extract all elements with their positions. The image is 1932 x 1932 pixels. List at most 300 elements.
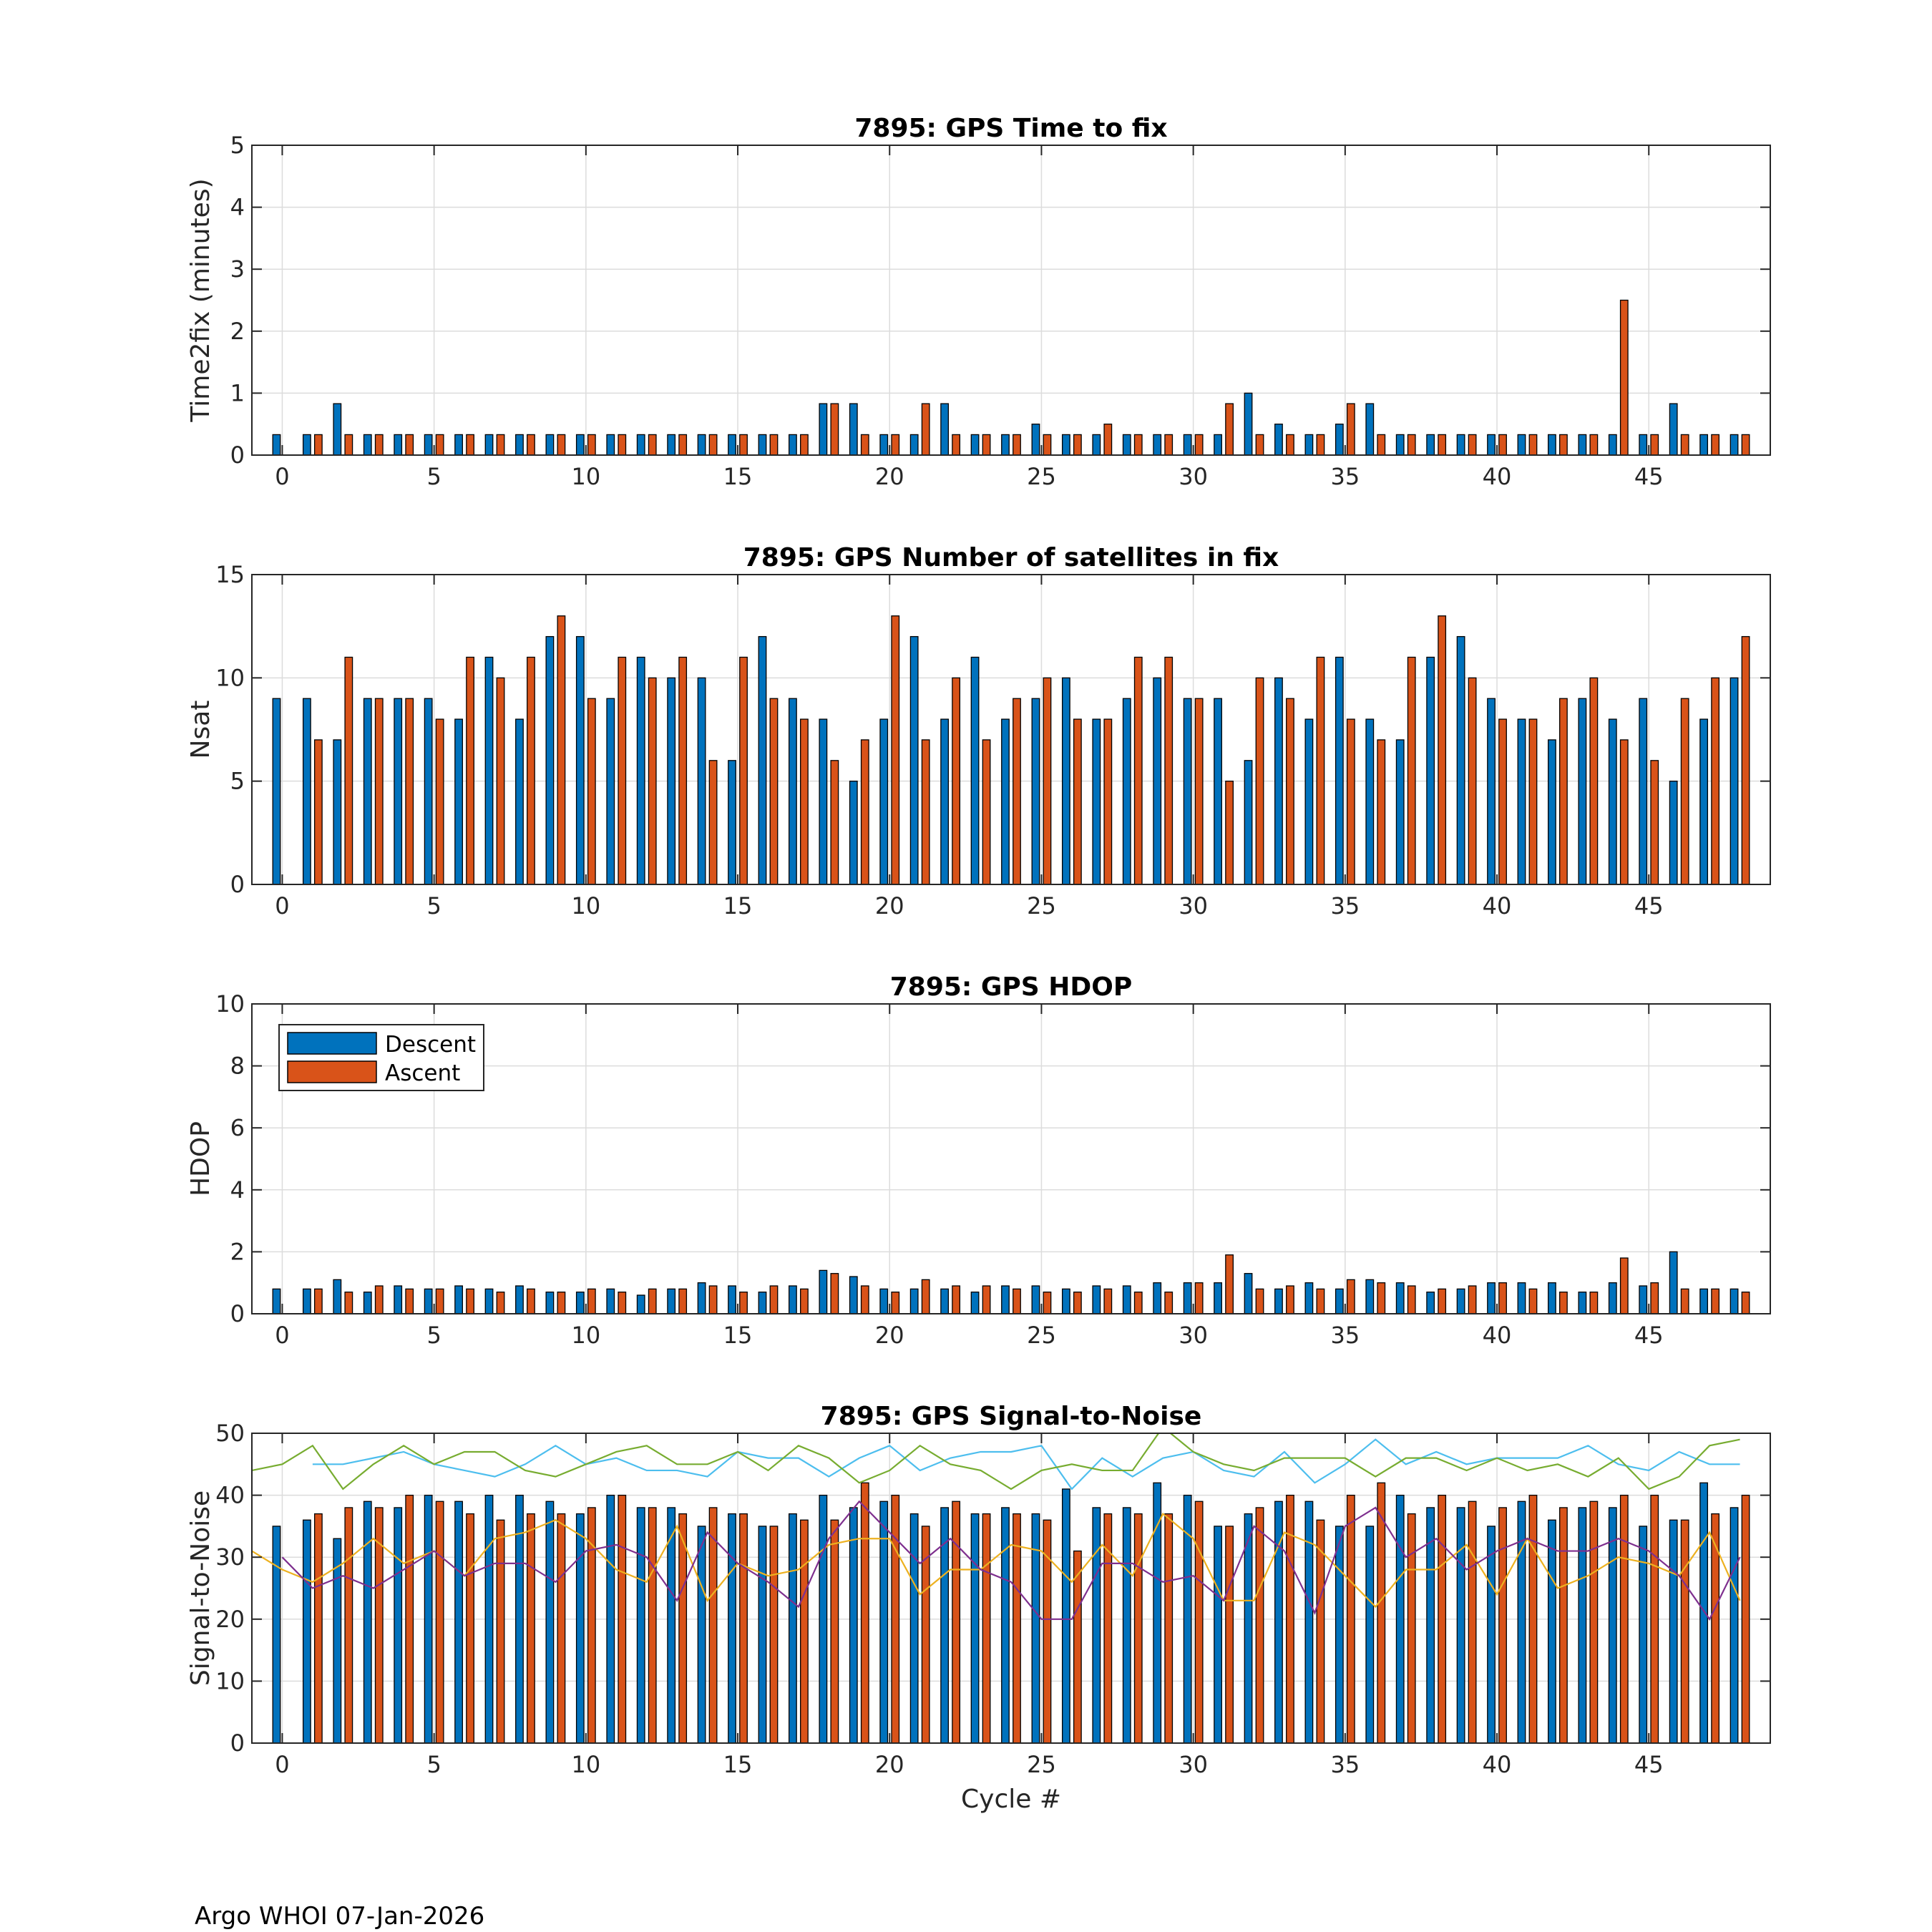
bar-ascent-46	[1681, 698, 1689, 884]
bar-descent-30	[1184, 1283, 1191, 1314]
bar-ascent-12	[648, 434, 656, 455]
bar-ascent-43	[1590, 1292, 1598, 1314]
bar-ascent-3	[376, 1286, 384, 1314]
x-tick-label: 30	[1179, 1751, 1208, 1778]
bar-ascent-19	[862, 740, 869, 884]
bar-descent-47	[1700, 434, 1708, 455]
bar-ascent-25	[1043, 1292, 1051, 1314]
x-tick-label: 40	[1482, 1322, 1512, 1349]
bar-ascent-48	[1742, 1496, 1750, 1743]
bar-descent-28	[1123, 434, 1131, 455]
bar-ascent-7	[497, 1292, 504, 1314]
bar-ascent-41	[1529, 1496, 1537, 1743]
bar-descent-5	[424, 1289, 432, 1314]
bar-ascent-19	[862, 1483, 869, 1743]
bar-ascent-11	[618, 434, 626, 455]
bar-descent-23	[971, 657, 979, 884]
bar-ascent-16	[770, 434, 778, 455]
bar-ascent-38	[1438, 616, 1446, 884]
bar-descent-9	[546, 434, 554, 455]
bar-ascent-32	[1256, 1508, 1264, 1743]
bar-descent-44	[1609, 434, 1617, 455]
bar-descent-38	[1427, 434, 1435, 455]
bar-ascent-8	[527, 657, 535, 884]
bar-descent-6	[455, 1501, 463, 1743]
bar-descent-15	[728, 434, 736, 455]
bar-descent-22	[941, 404, 949, 455]
bar-ascent-47	[1712, 1514, 1719, 1743]
x-tick-label: 35	[1330, 463, 1360, 490]
panel-3	[186, 972, 1770, 1349]
bar-descent-42	[1548, 434, 1556, 455]
bar-descent-18	[819, 1496, 827, 1743]
bar-descent-16	[758, 1292, 766, 1314]
bar-ascent-36	[1377, 434, 1385, 455]
bar-ascent-45	[1651, 761, 1659, 884]
bar-descent-37	[1396, 740, 1404, 884]
x-tick-label: 45	[1634, 463, 1664, 490]
bar-ascent-11	[618, 1496, 626, 1743]
bar-descent-19	[850, 404, 858, 455]
bar-ascent-29	[1165, 1514, 1173, 1743]
panel-4	[186, 1402, 1770, 1814]
bar-descent-46	[1669, 1252, 1677, 1314]
x-tick-label: 25	[1027, 1751, 1056, 1778]
bar-descent-23	[971, 434, 979, 455]
y-axis-label: Signal-to-Noise	[186, 1490, 215, 1687]
bar-descent-13	[668, 678, 675, 884]
bar-descent-21	[910, 637, 918, 884]
bar-ascent-44	[1621, 1258, 1629, 1314]
bar-descent-3	[364, 434, 372, 455]
legend	[279, 1025, 484, 1091]
bar-descent-23	[971, 1514, 979, 1743]
bar-ascent-41	[1529, 719, 1537, 884]
bar-descent-33	[1275, 1289, 1283, 1314]
bar-ascent-30	[1195, 1501, 1203, 1743]
y-axis-label: Time2fix (minutes)	[186, 178, 215, 422]
y-tick-label: 40	[215, 1481, 245, 1509]
bar-ascent-32	[1256, 434, 1264, 455]
bar-descent-10	[577, 637, 585, 884]
bar-ascent-20	[892, 434, 899, 455]
x-tick-label: 25	[1027, 463, 1056, 490]
y-tick-label: 3	[230, 255, 245, 283]
bar-descent-37	[1396, 434, 1404, 455]
bar-descent-30	[1184, 698, 1191, 884]
x-tick-label: 20	[874, 1751, 904, 1778]
bar-ascent-16	[770, 698, 778, 884]
bar-descent-8	[516, 719, 524, 884]
bar-descent-48	[1730, 1508, 1738, 1743]
x-tick-label: 45	[1634, 1322, 1664, 1349]
bar-descent-44	[1609, 1283, 1617, 1314]
bar-descent-21	[910, 1289, 918, 1314]
bar-ascent-36	[1377, 740, 1385, 884]
bar-descent-40	[1488, 698, 1496, 884]
bar-descent-5	[424, 698, 432, 884]
axes-box	[252, 1433, 1770, 1743]
bar-descent-0	[273, 1526, 280, 1743]
bar-descent-24	[1002, 1508, 1010, 1743]
x-tick-label: 5	[426, 1751, 441, 1778]
bar-ascent-33	[1287, 434, 1294, 455]
bar-ascent-17	[801, 719, 809, 884]
bar-ascent-47	[1712, 434, 1719, 455]
x-tick-label: 30	[1179, 1322, 1208, 1349]
bar-descent-14	[698, 1526, 706, 1743]
bar-ascent-39	[1468, 434, 1476, 455]
bar-descent-32	[1244, 393, 1252, 455]
bar-descent-9	[546, 637, 554, 884]
bar-ascent-44	[1621, 740, 1629, 884]
bar-ascent-6	[467, 1289, 474, 1314]
bar-ascent-2	[345, 1292, 353, 1314]
bar-descent-36	[1366, 719, 1374, 884]
bar-descent-31	[1214, 434, 1222, 455]
bar-ascent-25	[1043, 678, 1051, 884]
bar-ascent-31	[1226, 781, 1234, 884]
bar-descent-35	[1336, 424, 1344, 455]
x-tick-label: 0	[275, 1751, 290, 1778]
y-tick-label: 2	[230, 1238, 245, 1266]
bar-descent-22	[941, 719, 949, 884]
bar-ascent-32	[1256, 678, 1264, 884]
x-tick-label: 15	[723, 1751, 753, 1778]
bar-descent-25	[1032, 424, 1040, 455]
x-tick-label: 10	[571, 1322, 601, 1349]
bar-descent-39	[1457, 434, 1465, 455]
y-tick-label: 20	[215, 1605, 245, 1633]
bar-descent-7	[485, 434, 493, 455]
bar-descent-4	[394, 1286, 402, 1314]
bar-ascent-29	[1165, 434, 1173, 455]
x-tick-label: 20	[874, 463, 904, 490]
bar-descent-26	[1063, 678, 1070, 884]
bar-ascent-4	[406, 434, 414, 455]
bar-ascent-30	[1195, 1283, 1203, 1314]
bar-ascent-22	[952, 434, 960, 455]
bar-ascent-41	[1529, 1289, 1537, 1314]
bar-ascent-35	[1347, 1279, 1355, 1314]
bar-ascent-13	[679, 434, 687, 455]
legend-swatch-ascent	[288, 1061, 376, 1083]
panel-1	[186, 114, 1770, 490]
bar-ascent-16	[770, 1286, 778, 1314]
bar-descent-18	[819, 404, 827, 455]
bar-descent-11	[607, 698, 615, 884]
bar-ascent-48	[1742, 434, 1750, 455]
bar-ascent-23	[982, 1286, 990, 1314]
bar-descent-25	[1032, 1286, 1040, 1314]
bar-ascent-35	[1347, 719, 1355, 884]
bar-ascent-22	[952, 1286, 960, 1314]
bar-descent-3	[364, 1501, 372, 1743]
bar-ascent-18	[831, 761, 839, 884]
bar-ascent-4	[406, 698, 414, 884]
snr-line-1	[313, 1440, 1740, 1489]
bar-ascent-48	[1742, 637, 1750, 884]
bar-ascent-17	[801, 1520, 809, 1743]
bar-ascent-14	[709, 761, 717, 884]
bar-ascent-5	[436, 719, 444, 884]
y-tick-label: 30	[215, 1543, 245, 1571]
bar-descent-32	[1244, 1274, 1252, 1314]
bar-ascent-24	[1013, 698, 1021, 884]
bar-ascent-7	[497, 434, 504, 455]
bar-descent-35	[1336, 1526, 1344, 1743]
bar-ascent-28	[1135, 434, 1143, 455]
bar-descent-12	[637, 657, 645, 884]
bar-ascent-40	[1499, 1508, 1507, 1743]
bar-descent-39	[1457, 637, 1465, 884]
y-tick-label: 5	[230, 767, 245, 795]
bar-descent-6	[455, 719, 463, 884]
bar-descent-23	[971, 1292, 979, 1314]
bar-descent-20	[880, 719, 888, 884]
bar-ascent-29	[1165, 657, 1173, 884]
bar-descent-45	[1639, 1526, 1647, 1743]
bar-ascent-5	[436, 1289, 444, 1314]
bar-descent-42	[1548, 740, 1556, 884]
bar-descent-13	[668, 434, 675, 455]
bar-descent-38	[1427, 1292, 1435, 1314]
y-tick-label: 10	[215, 664, 245, 692]
bar-ascent-2	[345, 657, 353, 884]
bar-descent-43	[1579, 698, 1586, 884]
bar-descent-1	[303, 1520, 311, 1743]
bar-ascent-36	[1377, 1283, 1385, 1314]
bar-descent-7	[485, 657, 493, 884]
bar-ascent-15	[740, 434, 748, 455]
y-tick-label: 10	[215, 1667, 245, 1695]
bar-ascent-4	[406, 1289, 414, 1314]
bar-ascent-1	[315, 740, 323, 884]
snr-line-3	[252, 1514, 1740, 1607]
bar-descent-29	[1153, 678, 1161, 884]
bar-ascent-23	[982, 434, 990, 455]
bar-descent-42	[1548, 1520, 1556, 1743]
x-axis-label: Cycle #	[961, 1785, 1061, 1814]
bar-ascent-3	[376, 698, 384, 884]
bar-ascent-27	[1104, 719, 1112, 884]
bar-ascent-39	[1468, 1286, 1476, 1314]
bar-descent-18	[819, 719, 827, 884]
bar-ascent-8	[527, 1289, 535, 1314]
x-tick-label: 10	[571, 463, 601, 490]
bar-ascent-9	[557, 1292, 565, 1314]
bar-descent-34	[1305, 1501, 1313, 1743]
bar-ascent-33	[1287, 1286, 1294, 1314]
bar-ascent-26	[1074, 434, 1082, 455]
x-tick-label: 20	[874, 1322, 904, 1349]
bar-ascent-11	[618, 657, 626, 884]
x-tick-label: 0	[275, 463, 290, 490]
bar-ascent-9	[557, 434, 565, 455]
bar-descent-36	[1366, 404, 1374, 455]
bar-ascent-37	[1407, 434, 1415, 455]
bar-ascent-42	[1560, 1292, 1568, 1314]
bar-descent-41	[1518, 1501, 1526, 1743]
bar-descent-28	[1123, 1286, 1131, 1314]
bar-descent-32	[1244, 761, 1252, 884]
bar-descent-44	[1609, 1508, 1617, 1743]
bar-ascent-40	[1499, 1283, 1507, 1314]
bar-ascent-18	[831, 1520, 839, 1743]
bar-ascent-26	[1074, 1551, 1082, 1743]
y-tick-label: 0	[230, 1729, 245, 1757]
bar-descent-4	[394, 1508, 402, 1743]
bar-descent-36	[1366, 1526, 1374, 1743]
bar-ascent-24	[1013, 1289, 1021, 1314]
x-tick-label: 20	[874, 892, 904, 919]
x-tick-label: 0	[275, 1322, 290, 1349]
bar-descent-45	[1639, 434, 1647, 455]
chart-title: 7895: GPS HDOP	[889, 972, 1133, 1002]
bar-descent-15	[728, 761, 736, 884]
bar-ascent-39	[1468, 678, 1476, 884]
bar-descent-14	[698, 678, 706, 884]
bar-ascent-20	[892, 1292, 899, 1314]
bar-descent-10	[577, 1514, 585, 1743]
bar-descent-17	[789, 1286, 797, 1314]
bar-descent-40	[1488, 1283, 1496, 1314]
y-tick-label: 15	[215, 561, 245, 588]
bar-descent-29	[1153, 434, 1161, 455]
bar-descent-42	[1548, 1283, 1556, 1314]
bar-descent-31	[1214, 698, 1222, 884]
bar-descent-12	[637, 434, 645, 455]
bar-descent-6	[455, 434, 463, 455]
bar-descent-31	[1214, 1526, 1222, 1743]
bar-ascent-34	[1317, 1289, 1324, 1314]
bar-ascent-17	[801, 1289, 809, 1314]
legend-label-ascent: Ascent	[385, 1060, 461, 1086]
bar-descent-39	[1457, 1508, 1465, 1743]
bar-descent-48	[1730, 1289, 1738, 1314]
bar-descent-36	[1366, 1279, 1374, 1314]
bar-ascent-45	[1651, 1496, 1659, 1743]
bar-ascent-44	[1621, 1496, 1629, 1743]
bar-ascent-28	[1135, 657, 1143, 884]
bar-descent-21	[910, 434, 918, 455]
bar-descent-1	[303, 1289, 311, 1314]
bar-descent-3	[364, 698, 372, 884]
bar-ascent-7	[497, 678, 504, 884]
bar-ascent-15	[740, 1292, 748, 1314]
chart-title: 7895: GPS Time to fix	[854, 114, 1168, 143]
x-tick-label: 15	[723, 1322, 753, 1349]
bar-ascent-29	[1165, 1292, 1173, 1314]
bar-ascent-21	[922, 740, 930, 884]
footer-text: Argo WHOI 07-Jan-2026	[195, 1902, 485, 1931]
bar-ascent-40	[1499, 719, 1507, 884]
bar-descent-19	[850, 1508, 858, 1743]
bar-descent-17	[789, 698, 797, 884]
bar-ascent-43	[1590, 434, 1598, 455]
bar-ascent-10	[588, 698, 596, 884]
bar-descent-28	[1123, 1508, 1131, 1743]
bar-ascent-42	[1560, 1508, 1568, 1743]
bar-descent-0	[273, 434, 280, 455]
bar-descent-48	[1730, 678, 1738, 884]
bar-descent-45	[1639, 698, 1647, 884]
bar-ascent-48	[1742, 1292, 1750, 1314]
bar-descent-16	[758, 1526, 766, 1743]
bar-ascent-37	[1407, 657, 1415, 884]
chart-title: 7895: GPS Number of satellites in fix	[743, 543, 1279, 572]
bar-descent-26	[1063, 1289, 1070, 1314]
panel-2	[186, 543, 1770, 919]
bar-ascent-33	[1287, 1496, 1294, 1743]
bar-ascent-27	[1104, 1289, 1112, 1314]
bar-ascent-46	[1681, 1520, 1689, 1743]
bar-ascent-24	[1013, 1514, 1021, 1743]
bar-descent-11	[607, 1496, 615, 1743]
bar-ascent-30	[1195, 434, 1203, 455]
bar-ascent-31	[1226, 404, 1234, 455]
x-tick-label: 30	[1179, 892, 1208, 919]
bar-ascent-25	[1043, 434, 1051, 455]
bar-descent-46	[1669, 1520, 1677, 1743]
bar-ascent-12	[648, 678, 656, 884]
axes-box	[252, 145, 1770, 455]
y-tick-label: 0	[230, 1300, 245, 1327]
bar-descent-40	[1488, 434, 1496, 455]
bar-descent-24	[1002, 434, 1010, 455]
bar-descent-7	[485, 1289, 493, 1314]
bar-ascent-6	[467, 657, 474, 884]
y-axis-label: Nsat	[186, 700, 215, 759]
bar-ascent-17	[801, 434, 809, 455]
bar-descent-46	[1669, 404, 1677, 455]
bar-descent-5	[424, 1496, 432, 1743]
bar-descent-29	[1153, 1283, 1161, 1314]
bar-ascent-1	[315, 434, 323, 455]
bar-ascent-14	[709, 1508, 717, 1743]
bar-ascent-8	[527, 434, 535, 455]
x-tick-label: 5	[426, 463, 441, 490]
bar-ascent-35	[1347, 1496, 1355, 1743]
x-tick-label: 15	[723, 463, 753, 490]
bar-descent-11	[607, 434, 615, 455]
bar-ascent-35	[1347, 404, 1355, 455]
bar-descent-2	[333, 740, 341, 884]
bar-descent-18	[819, 1270, 827, 1314]
chart-title: 7895: GPS Signal-to-Noise	[820, 1402, 1202, 1431]
bar-ascent-38	[1438, 1289, 1446, 1314]
bar-ascent-15	[740, 1514, 748, 1743]
bar-descent-47	[1700, 1289, 1708, 1314]
bar-descent-13	[668, 1289, 675, 1314]
bar-descent-48	[1730, 434, 1738, 455]
bar-descent-4	[394, 434, 402, 455]
bar-descent-15	[728, 1286, 736, 1314]
bar-ascent-21	[922, 1279, 930, 1314]
bar-descent-47	[1700, 1483, 1708, 1743]
bar-descent-11	[607, 1289, 615, 1314]
bar-ascent-14	[709, 434, 717, 455]
bar-descent-24	[1002, 1286, 1010, 1314]
x-tick-label: 40	[1482, 892, 1512, 919]
bar-ascent-45	[1651, 434, 1659, 455]
bar-descent-35	[1336, 1289, 1344, 1314]
y-tick-label: 50	[215, 1420, 245, 1447]
bar-ascent-45	[1651, 1283, 1659, 1314]
bar-ascent-2	[345, 434, 353, 455]
bar-ascent-21	[922, 404, 930, 455]
bar-ascent-19	[862, 434, 869, 455]
